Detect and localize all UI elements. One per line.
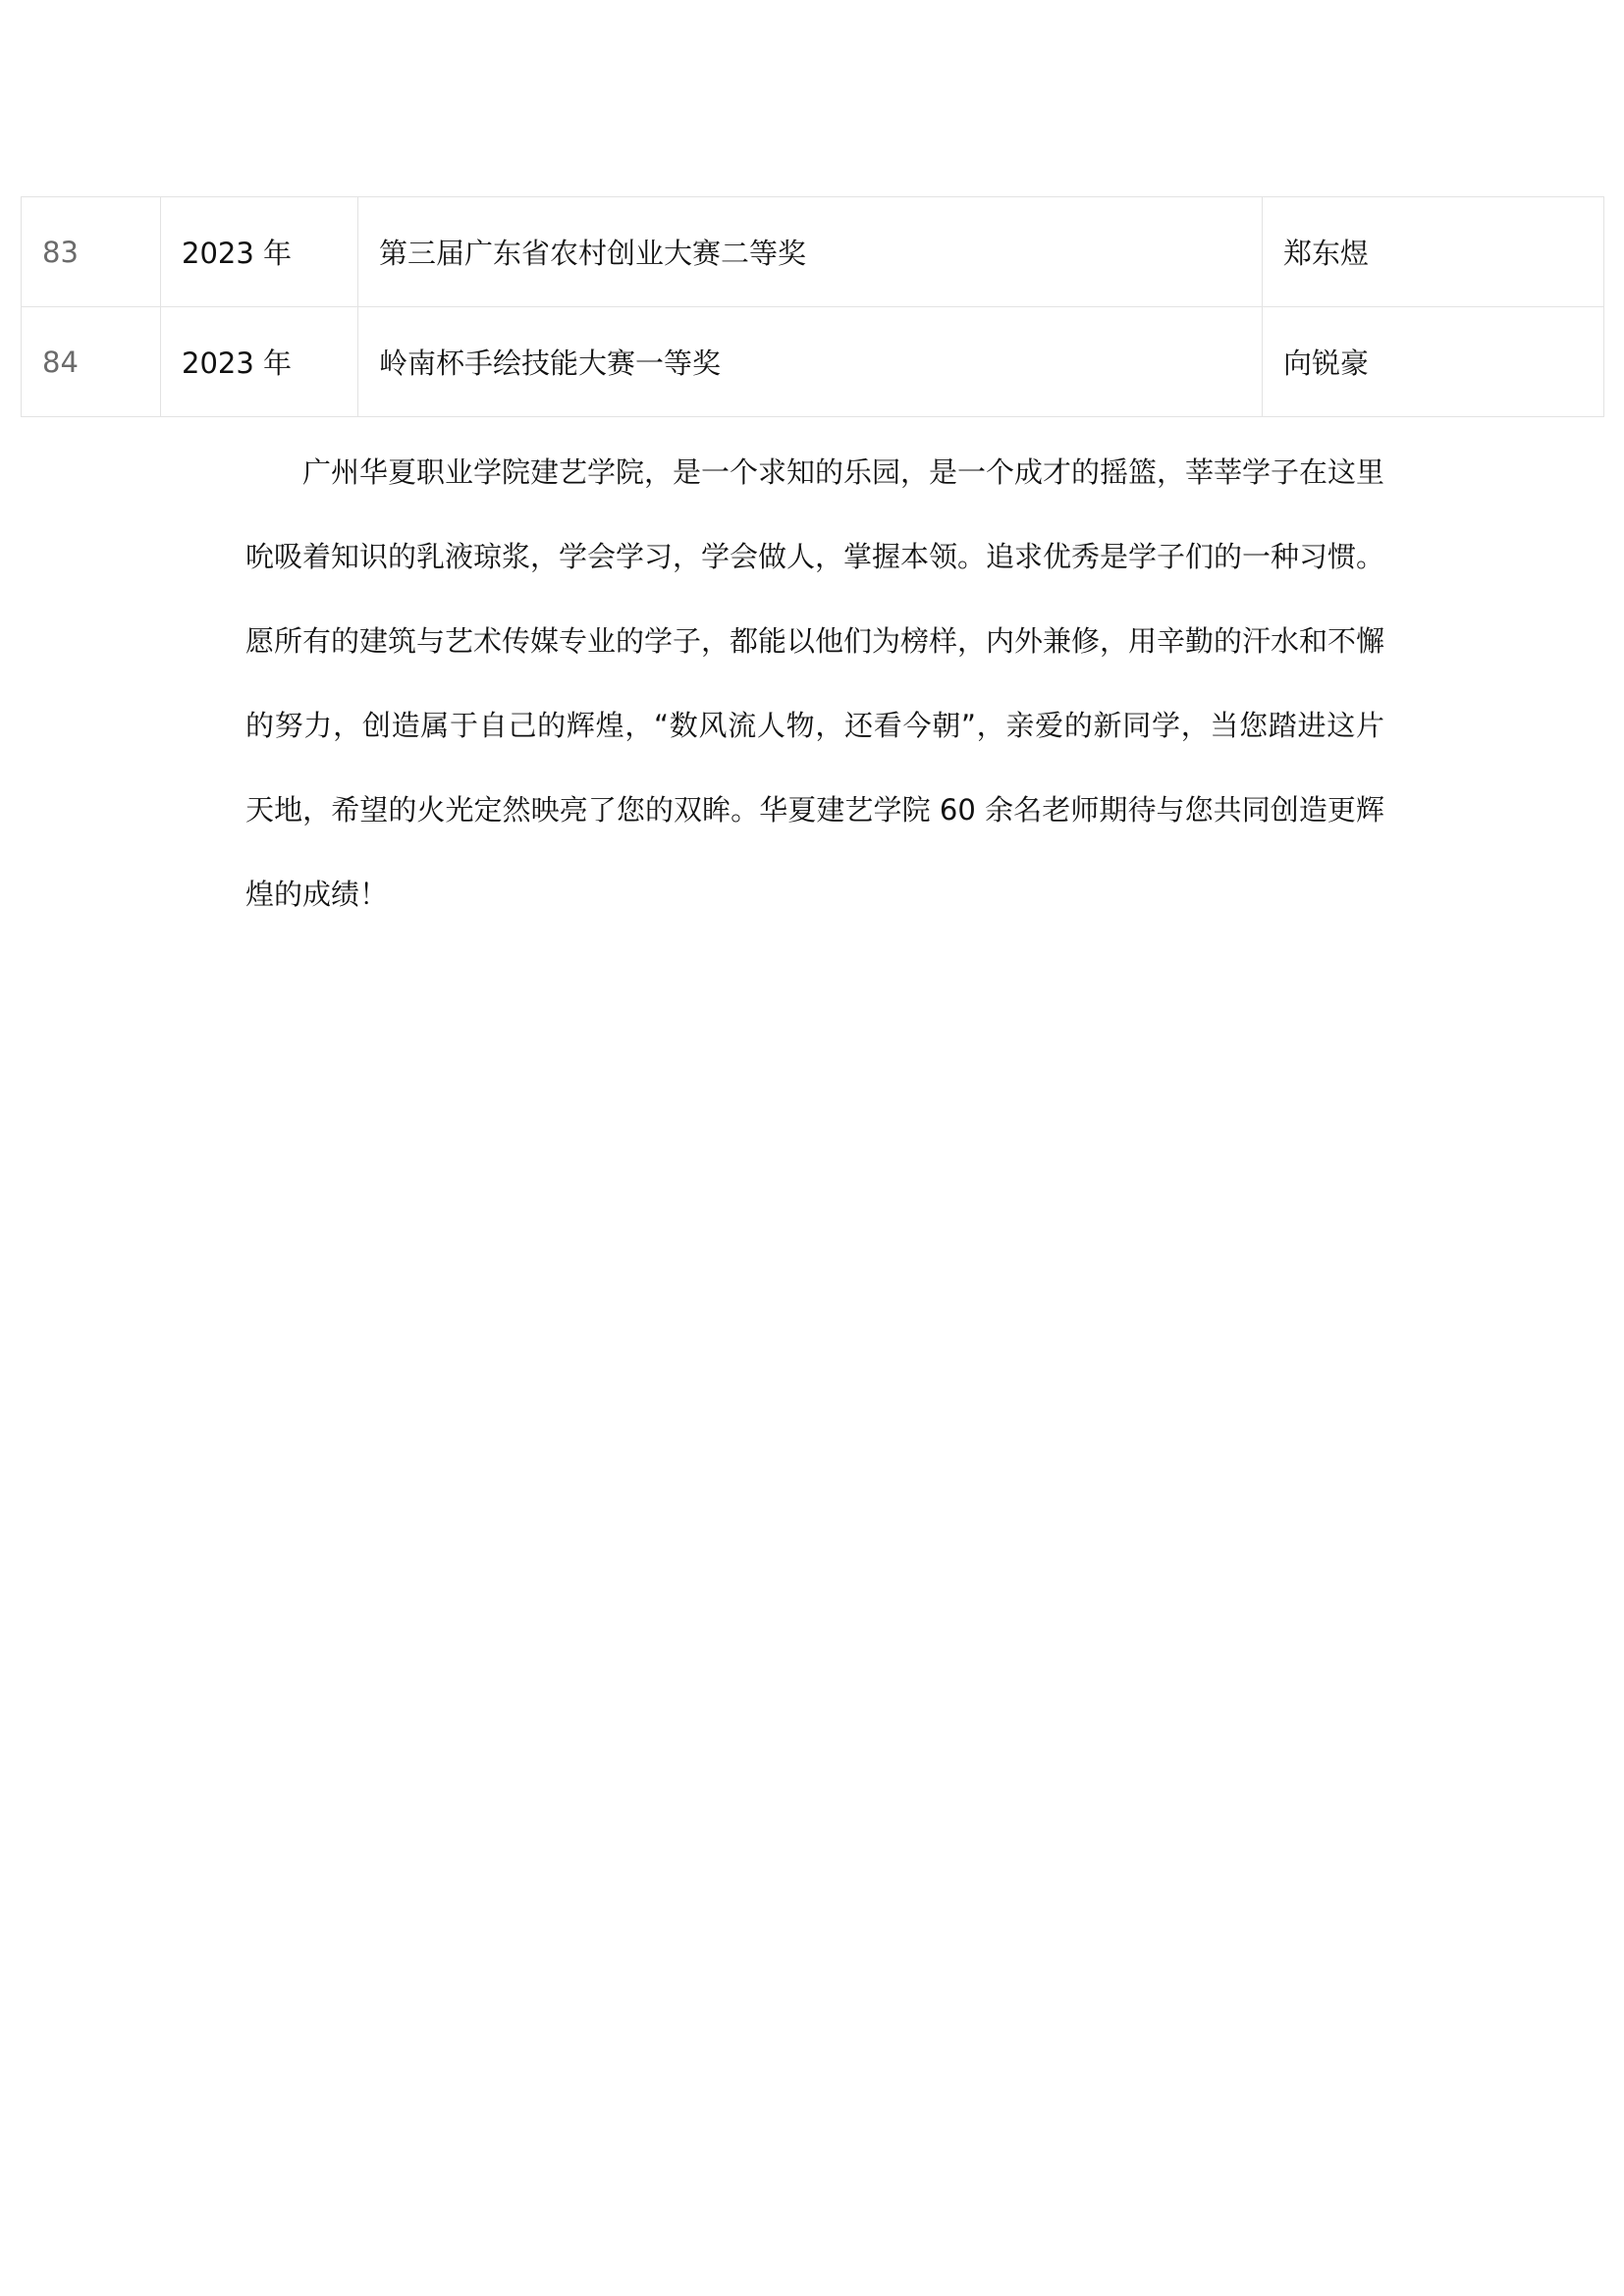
awards-table: [21, 196, 1604, 417]
winner-name: 向锐豪: [1263, 307, 1604, 417]
award-title: 第三届广东省农村创业大赛二等奖: [358, 197, 1263, 307]
closing-paragraph: 广州华夏职业学院建艺学院，是一个求知的乐园，是一个成才的摇篮，莘莘学子在这里吮吸着知识的乳液琼浆，学会学习，学会做人，掌握本领。追求优秀是学子们的一种习惯。愿所有的建筑与艺术传媒专业的学子，都能以他们为榜样，内外兼修，用辛勤的汗水和不懈的努力，创造属于自己的辉煌，“数风流人物，还看今朝”，亲爱的新同学，当您踏进这片天地，希望的火光定然映亮了您的双眸。华夏建艺学院 60 余名老师期待与您共同创造更辉煌的成绩！: [245, 455, 1385, 911]
award-year: 2023 年: [161, 307, 358, 417]
winner-name: 郑东煜: [1263, 197, 1604, 307]
table-row: [22, 197, 1604, 307]
award-year: 2023 年: [161, 197, 358, 307]
table-row: [22, 307, 1604, 417]
award-title: 岭南杯手绘技能大赛一等奖: [358, 307, 1263, 417]
row-number: 84: [22, 307, 161, 417]
row-number: 83: [22, 197, 161, 307]
